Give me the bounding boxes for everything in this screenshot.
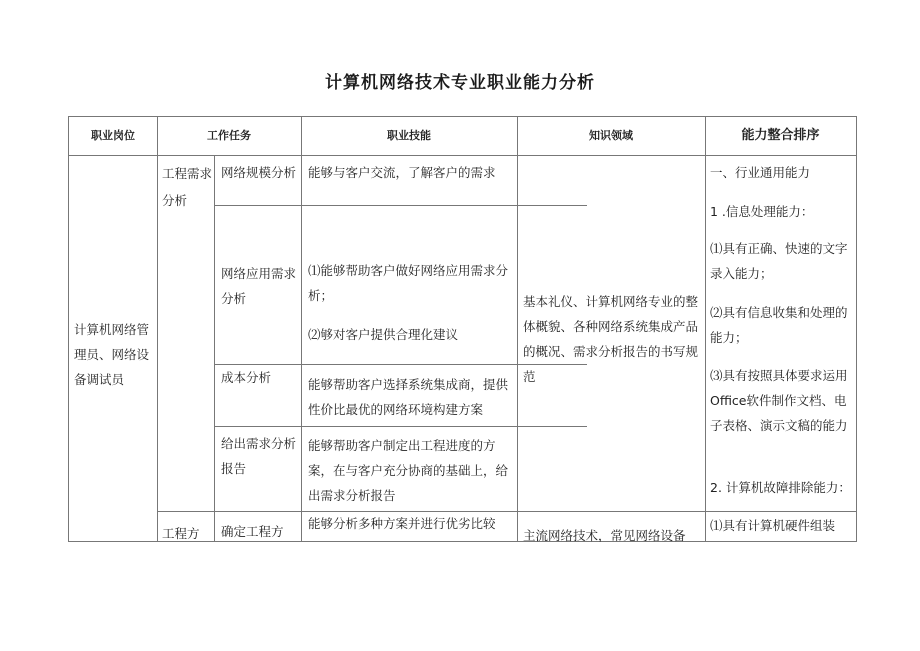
ability-hardware-assembly: ⑴具有计算机硬件组装 [710,518,836,533]
subtask-cost: 成本分析 [221,370,272,385]
col-divider-1 [157,117,158,542]
knowledge-requirements: 基本礼仪、计算机网络专业的整体概貌、各种网络系统集成产品的概况、需求分析报告的书写规范 [523,294,699,384]
ability-troubleshooting: 2. 计算机故障排除能力： [710,480,851,495]
position-name: 计算机网络管理员、网络设备调试员 [74,322,150,387]
task-group-requirements: 工程需求分析 [162,166,213,208]
skill-plan-comparison: 能够分析多种方案并进行优劣比较 [308,516,496,531]
knowledge-network-tech: 主流网络技术，常见网络设备 [523,528,686,542]
header-position: 职业岗位 [91,129,135,142]
header-knowledge: 知识领域 [589,129,633,142]
ability-analysis-table [68,116,857,542]
header-skill: 职业技能 [387,129,431,142]
skill-suggestions: ⑵够对客户提供合理化建议 [308,327,459,342]
header-divider [69,155,856,156]
ability-info-processing: 1 .信息处理能力： [710,204,814,219]
row-divider-1 [214,205,587,206]
subtask-report: 给出需求分析报告 [221,436,297,476]
skill-application-analysis: ⑴能够帮助客户做好网络应用需求分析； [308,263,509,303]
col-divider-3 [301,117,302,542]
ability-office: ⑶具有按照具体要求运用Office软件制作文档、电子表格、演示文稿的能力 [710,368,848,433]
task-group-engineering: 工程方 [162,526,200,541]
subtask-engineering-plan: 确定工程方 [221,524,284,539]
col-divider-5 [705,117,706,542]
ability-info-collection: ⑵具有信息收集和处理的能力； [710,305,848,345]
ability-industry-general: 一、行业通用能力 [710,165,811,180]
header-task: 工作任务 [207,129,251,142]
skill-integrator-selection: 能够帮助客户选择系统集成商，提供 性价比最优的网络环境构建方案 [308,377,509,417]
skill-schedule-report: 能够帮助客户制定出工程进度的方案，在与客户充分协商的基础上，给 出需求分析报告 [308,438,509,503]
page-title: 计算机网络技术专业职业能力分析 [325,73,595,93]
ability-text-input: ⑴具有正确、快速的文字录入能力； [710,241,848,281]
col-divider-2 [214,155,215,542]
skill-communication: 能够与客户交流，了解客户的需求 [308,165,496,180]
row-divider-3 [214,426,587,427]
col-divider-4 [517,117,518,542]
subtask-network-scale: 网络规模分析 [221,165,297,180]
subtask-network-application: 网络应用需求分析 [221,266,297,306]
header-ability: 能力整合排序 [741,128,820,143]
